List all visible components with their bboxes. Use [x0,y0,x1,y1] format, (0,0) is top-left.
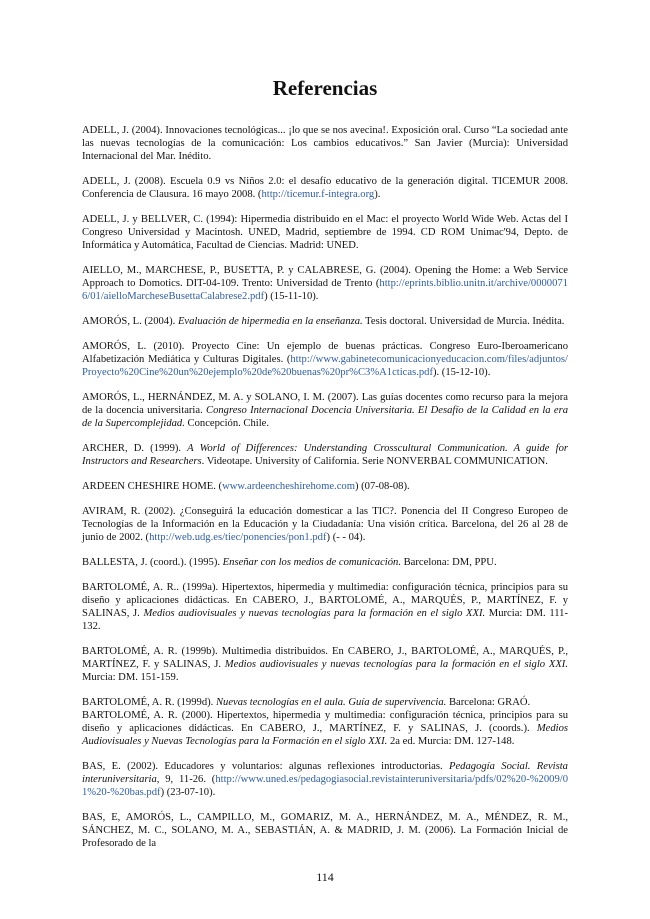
reference-text: 2a ed. Murcia: DM. 127-148. [387,736,515,747]
reference-text: ). (15-12-10). [432,367,491,378]
page-title: Referencias [272,76,378,100]
reference-list [82,124,568,862]
reference-entry [82,391,568,430]
reference-text: AIELLO, M., MARCHESE, P., BUSETTA, P. y CALABRESE, G. (2004). Opening the Home: a Web Service Approach to Domotics. DIT-04-109. Trento: Universidad de Trento ( [82,265,568,289]
reference-text: , 9, 11-26. ( [156,774,216,785]
reference-text: ADELL, J. (2004). Innovaciones tecnológicas... ¡lo que se nos avecina!. Exposición oral. Curso “La sociedad ante las nuevas tecnologías de la comunicación: Los cambios educativos.” San Javier (Murcia): Universidad Internacional del Mar. Inédito. [82,125,568,162]
reference-title-italic: Nuevas tecnologías en el aula. Guía de supervivencia. [215,697,447,708]
reference-text: Tesis doctoral. Universidad de Murcia. Inédita. [362,316,565,327]
reference-title-italic: Evaluación de hipermedia en la enseñanza. [177,316,363,327]
reference-entry [82,175,568,201]
reference-text: ). [374,189,381,200]
reference-text: ADELL, J. (2008). Escuela 0.9 vs Niños 2.0: el desafío educativo de la generación digital. TICEMUR 2008. Conferencia de Clausura. 16 mayo 2008. ( [82,176,568,200]
reference-text: AMORÓS, L. (2010). Proyecto Cine: Un ejemplo de buenas prácticas. Congreso Euro-Iberoamericano Alfabetización Mediática y Culturas Digitales. ( [82,341,568,365]
reference-text: ) (- - 04). [326,532,366,543]
reference-entry [82,645,568,684]
reference-text: BAS, E, AMORÓS, L., CAMPILLO, M., GOMARIZ, M. A., HERNÁNDEZ, M. A., MÉNDEZ, R. M., SÁNCHEZ, M. C., SOLANO, M. A., SEBASTIÁN, A. & MADRID, J. M. (2006). La Formación Inicial de Profesorado de la [82,812,568,849]
reference-entry [82,315,568,328]
reference-entry [82,264,568,303]
reference-text: AVIRAM, R. (2002). ¿Conseguirá la educación domesticar a las TIC?. Ponencia del II Congreso Europeo de Tecnologías de la Información en la Educación y la Ciudadanía: Una visión crítica. Barcelona, del 26 al 28 de junio de 2002. ( [82,506,568,543]
reference-entry [82,709,568,748]
reference-link[interactable]: http://www.uned.es/pedagogiasocial.revistainteruniversitaria/pdfs/02%20-%2009/01%20-%20bas.pdf [82,774,568,798]
reference-link[interactable]: http://eprints.biblio.unitn.it/archive/00000716/01/aielloMarcheseBusettaCalabrese2.pdf [82,278,568,302]
reference-text: AMORÓS, L., HERNÁNDEZ, M. A. y SOLANO, I. M. (2007). Las guías docentes como recurso para la mejora de la docencia universitaria. [82,392,568,416]
reference-text: ARDEEN CHESHIRE HOME. ( [82,481,223,492]
reference-link[interactable]: http://ticemur.f-integra.org [261,189,375,200]
reference-title-italic: Medios Audiovisuales y Nuevas Tecnologías para la Formación en el siglo XXI. [82,723,568,747]
reference-entry [82,505,568,544]
reference-entry [82,213,568,252]
reference-entry [82,696,568,709]
reference-link[interactable]: www.ardeencheshirehome.com [222,481,355,492]
reference-link[interactable]: http://www.gabinetecomunicacionyeducacion.com/files/adjuntos/Proyecto%20Cine%20un%20ejemplo%20de%20buenas%20pr%C3%A1cticas.pdf [82,354,568,378]
reference-entry [82,124,568,163]
reference-entry [82,340,568,379]
reference-text: Barcelona: DM, PPU. [400,557,497,568]
reference-text: BARTOLOMÉ, A. R. (1999b). Multimedia distribuidos. En CABERO, J., BARTOLOMÉ, A., MARQUÉS, P., MARTÍNEZ, F. y SALINAS, J. [82,646,568,670]
reference-text: ADELL, J. y BELLVER, C. (1994): Hipermedia distribuido en el Mac: el proyecto World Wide Web. Actas del I Congreso Universidad y Macintosh. UNED, Madrid, septiembre de 1994. CD ROM Unimac'94, Depto. de Informática y Automática, Facultad de Ciencias. Madrid: UNED. [82,214,568,251]
reference-text: BAS, E. (2002). Educadores y voluntarios: algunas reflexiones introductorias. [82,761,449,772]
reference-title-italic: Medios audiovisuales y nuevas tecnologías para la formación en el siglo XXI. [143,608,486,619]
reference-entry [82,480,568,493]
reference-text: ) (23-07-10). [160,787,216,798]
reference-text: BARTOLOMÉ, A. R. (2000). Hipertextos, hipermedia y multimedia: configuración técnica, principios para su diseño y aplicaciones didácticas. En CABERO, J., MARTÍNEZ, F. y SALINAS, J. (coords.). [82,710,568,734]
reference-entry [82,442,568,468]
reference-title-italic: A World of Differences: Understanding Crosscultural Communication. A guide for Instructors and Researchers [82,443,568,467]
reference-title-italic: Enseñar con los medios de comunicación. [222,557,401,568]
reference-text: BALLESTA, J. (coord.). (1995). [82,557,223,568]
reference-entry [82,581,568,633]
reference-text: ) (07-08-08). [354,481,410,492]
reference-entry [82,556,568,569]
reference-entry [82,760,568,799]
reference-title-italic: Congreso Internacional Docencia Universitaria. El Desafío de la Calidad en la era de la Supercomplejidad. [82,405,568,429]
reference-link[interactable]: http://web.udg.es/tiec/ponencies/pon1.pdf [149,532,327,543]
reference-text: Murcia: DM. 111-132. [82,608,568,632]
reference-text: . Videotape. University of California. Serie NONVERBAL COMMUNICATION. [201,456,548,467]
reference-title-italic: Pedagogía Social. Revista interuniversitaria [82,761,568,785]
reference-text: AMORÓS, L. (2004). [82,316,178,327]
reference-text: BARTOLOMÉ, A. R. (1999d). [82,697,216,708]
reference-text: Barcelona: GRAÓ. [446,697,531,708]
reference-text: ) (15-11-10). [264,291,319,302]
reference-text: Murcia: DM. 151-159. [82,672,179,683]
reference-title-italic: Medios audiovisuales y nuevas tecnologías para la formación en el siglo XXI. [224,659,568,670]
reference-text: ARCHER, D. (1999). [82,443,188,454]
reference-text: BARTOLOMÉ, A. R.. (1999a). Hipertextos, hipermedia y multimedia: configuración técnica, principios para su diseño y aplicaciones didácticas. En CABERO, J., BARTOLOMÉ, A., MARQUÉS, P., MARTÍNEZ, F. y SALINAS, J. [82,582,568,619]
page-number: 114 [316,870,334,884]
reference-text: Concepción. Chile. [184,418,270,429]
reference-entry [82,811,568,850]
